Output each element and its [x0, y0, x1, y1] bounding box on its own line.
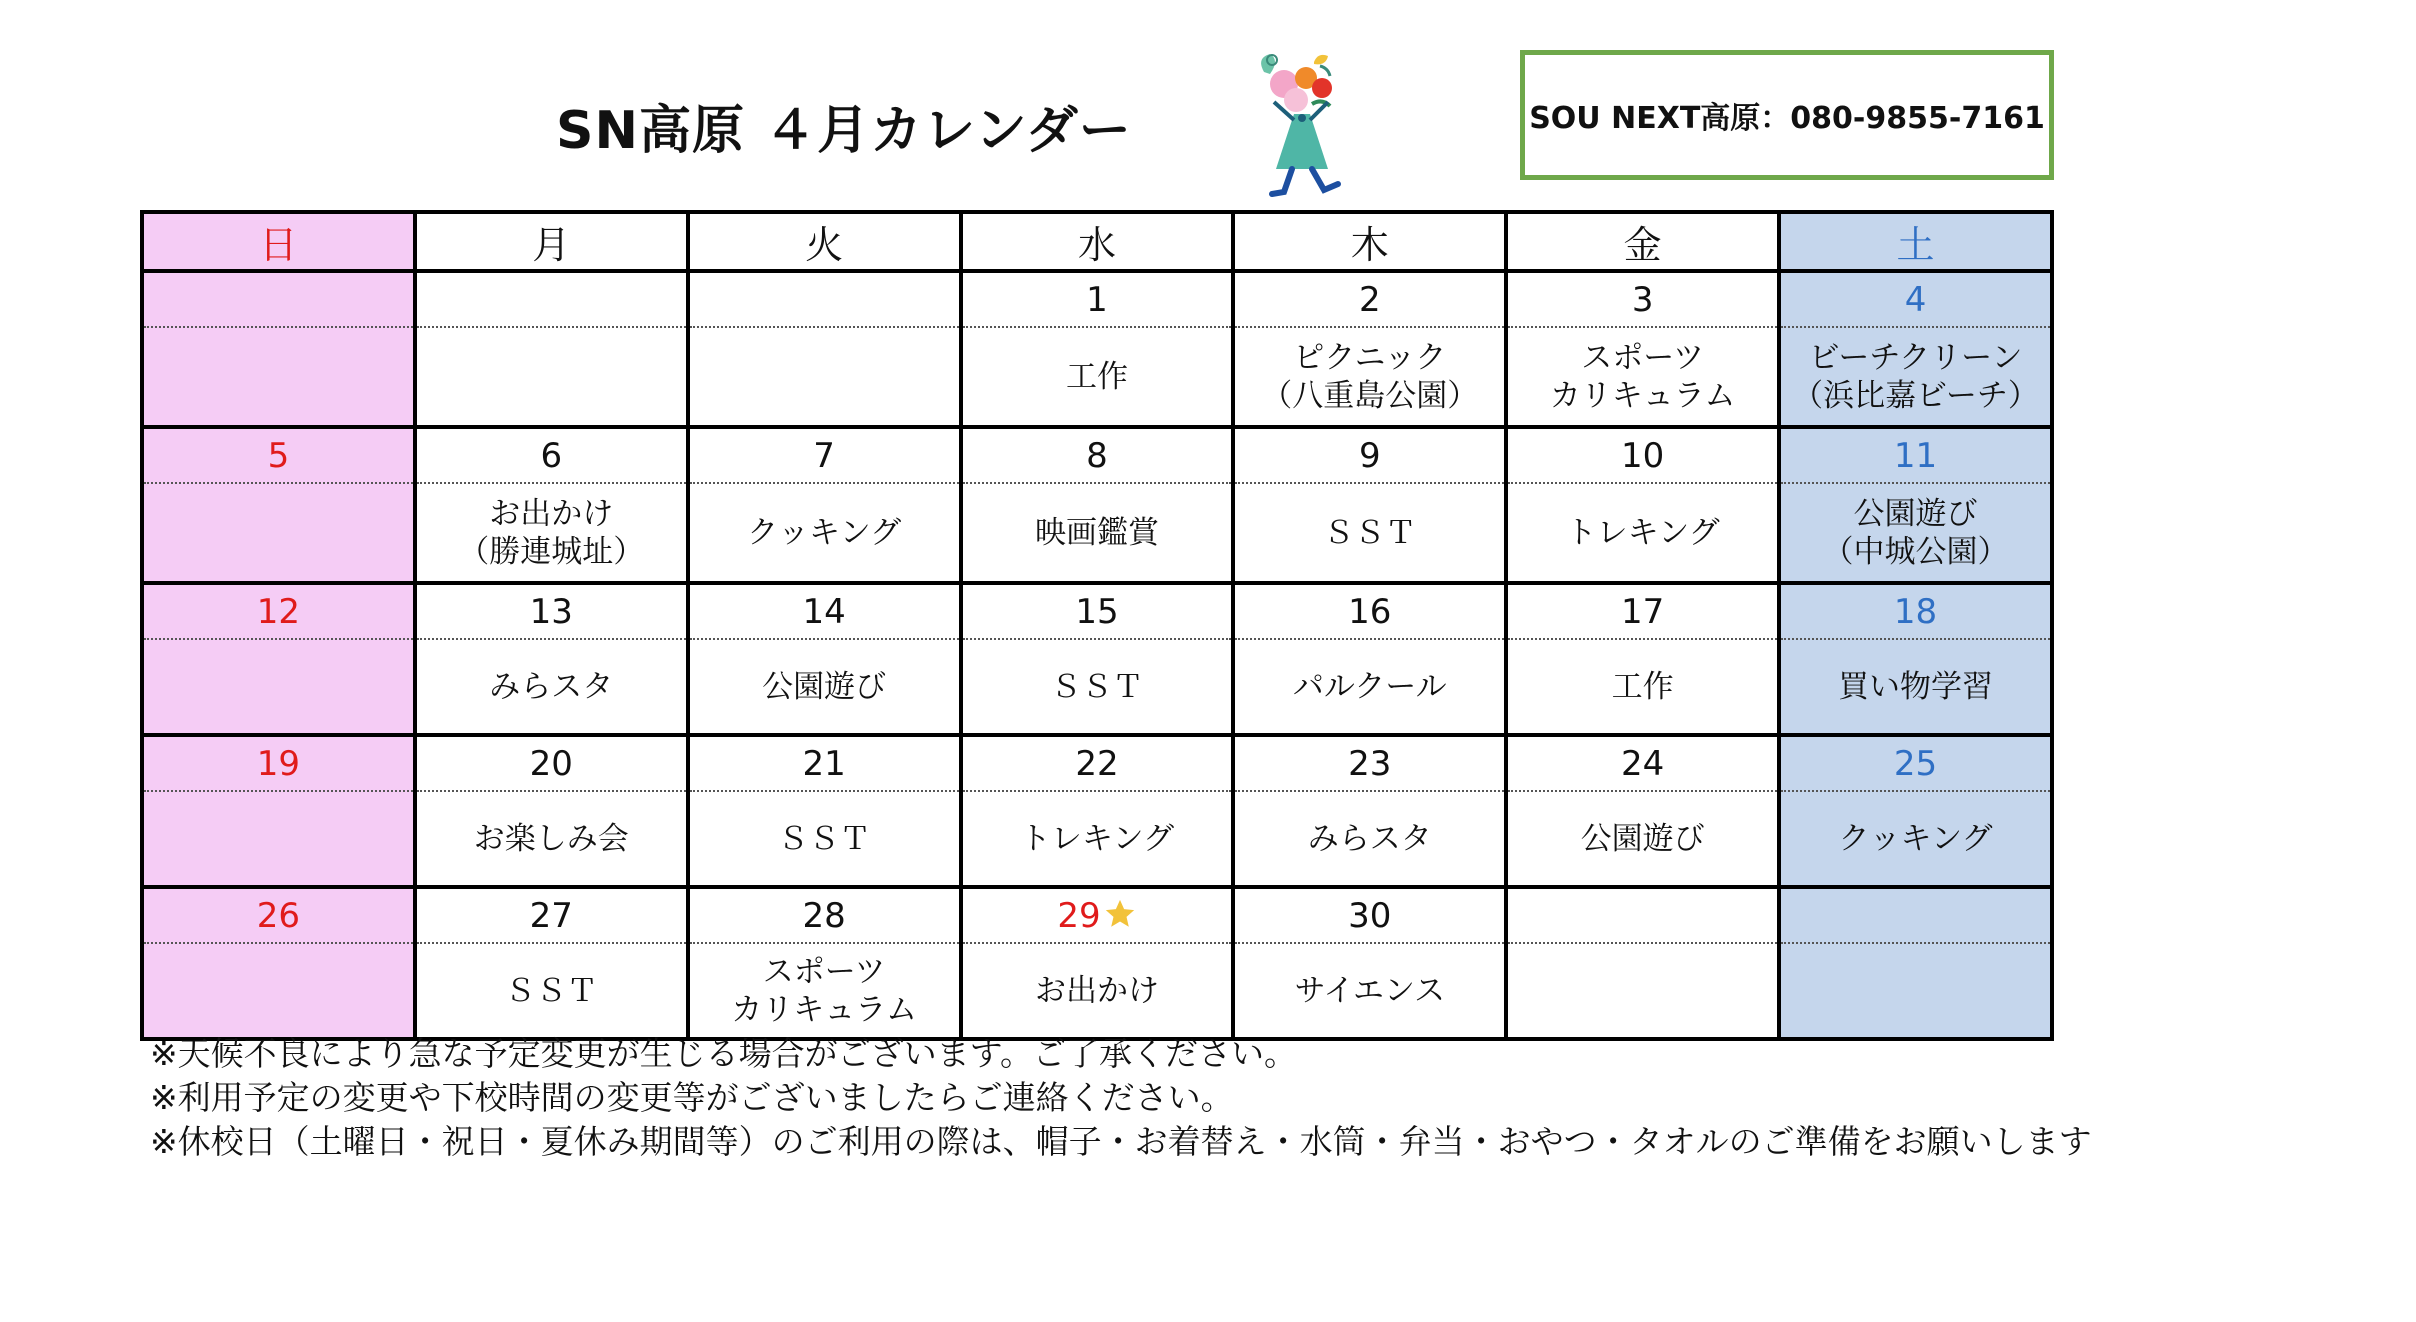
contact-box: [1520, 50, 2054, 180]
event-cell: [1506, 327, 1779, 427]
date-cell: [1779, 887, 2052, 943]
date-number: 21: [802, 743, 846, 784]
event-cell: [1506, 639, 1779, 735]
date-cell: [142, 427, 415, 483]
date-number: 3: [1631, 279, 1654, 320]
event-cell: [1233, 943, 1506, 1039]
date-cell: [1506, 887, 1779, 943]
event-label: 買い物学習: [1838, 668, 1994, 705]
date-number: 11: [1893, 435, 1938, 476]
week-event-row: [142, 791, 2052, 887]
event-cell: [1779, 943, 2052, 1039]
date-number: 28: [802, 895, 846, 936]
event-cell: [415, 639, 688, 735]
event-label: ＳＳＴ: [504, 972, 598, 1009]
week-date-row: [142, 887, 2052, 943]
date-number: 15: [1075, 591, 1119, 632]
week-event-row: [142, 639, 2052, 735]
date-cell: [142, 583, 415, 639]
star-icon: [1103, 897, 1137, 931]
date-cell: [1506, 271, 1779, 327]
date-number: 25: [1893, 743, 1938, 784]
event-label: お出かけ （勝連城址）: [458, 495, 645, 570]
date-number: 30: [1348, 895, 1392, 936]
calendar-table: [140, 210, 2054, 1041]
event-cell: [688, 639, 961, 735]
date-cell: [688, 887, 961, 943]
date-number: 14: [802, 591, 846, 632]
date-cell: [1233, 887, 1506, 943]
event-cell: [1506, 943, 1779, 1039]
date-number: 1: [1086, 279, 1108, 320]
date-cell: [142, 887, 415, 943]
date-number: 20: [529, 743, 573, 784]
date-cell: [415, 583, 688, 639]
event-label: クッキング: [1838, 820, 1993, 857]
date-cell: [1779, 427, 2052, 483]
weekday-wed: 水: [961, 212, 1234, 271]
event-cell: [1779, 483, 2052, 583]
week-event-row: [142, 943, 2052, 1039]
event-cell: [688, 791, 961, 887]
event-label: ピクニック （八重島公園）: [1261, 339, 1479, 414]
week-date-row: [142, 735, 2052, 791]
date-cell: [415, 271, 688, 327]
weekday-fri: 金: [1506, 212, 1779, 271]
event-label: みらスタ: [1307, 820, 1432, 857]
event-cell: [1779, 327, 2052, 427]
event-cell: [1779, 639, 2052, 735]
date-cell: [1779, 735, 2052, 791]
page-title: SN高原 ４月カレンダー: [556, 101, 1132, 161]
date-number: 10: [1621, 435, 1665, 476]
date-cell: [961, 271, 1234, 327]
event-label: お楽しみ会: [473, 820, 629, 857]
date-cell: [1779, 583, 2052, 639]
notes: [150, 1032, 2092, 1164]
event-label: ＳＳＴ: [1050, 668, 1144, 705]
event-label: 公園遊び: [1580, 820, 1705, 857]
date-number: 12: [256, 591, 301, 632]
event-cell: [1233, 639, 1506, 735]
date-number: 29: [1057, 895, 1101, 936]
event-label: みらスタ: [489, 668, 614, 705]
event-cell: [142, 483, 415, 583]
note-weather: ※天候不良により急な予定変更が生じる場合がございます。ご了承ください。: [150, 1034, 1298, 1073]
date-number: 19: [256, 743, 301, 784]
event-cell: [961, 943, 1234, 1039]
event-label: トレキング: [1019, 820, 1174, 857]
event-cell: [688, 943, 961, 1039]
date-number: 18: [1893, 591, 1938, 632]
event-label: パルクール: [1292, 668, 1447, 705]
week-event-row: [142, 327, 2052, 427]
event-label: トレキング: [1565, 514, 1720, 551]
date-cell: [1506, 427, 1779, 483]
date-cell: [1233, 271, 1506, 327]
note-schedule-change: ※利用予定の変更や下校時間の変更等がございましたらご連絡ください。: [150, 1078, 1234, 1117]
event-cell: [961, 483, 1234, 583]
date-number: 8: [1086, 435, 1108, 476]
date-cell: [961, 583, 1234, 639]
event-label: スポーツ カリキュラム: [1549, 339, 1736, 414]
date-number: 26: [256, 895, 301, 936]
weekday-thu: 木: [1233, 212, 1506, 271]
date-cell: [415, 735, 688, 791]
date-cell: [961, 427, 1234, 483]
event-cell: [688, 483, 961, 583]
event-cell: [415, 791, 688, 887]
date-cell: [415, 427, 688, 483]
date-cell: [688, 427, 961, 483]
date-number: 22: [1075, 743, 1119, 784]
weekday-mon: 月: [415, 212, 688, 271]
date-cell: [415, 887, 688, 943]
date-number: 7: [813, 435, 835, 476]
event-cell: [142, 943, 415, 1039]
date-cell: [1779, 271, 2052, 327]
event-label: 映画鑑賞: [1034, 514, 1159, 551]
date-cell: [688, 583, 961, 639]
date-cell: [1233, 427, 1506, 483]
event-cell: [1233, 327, 1506, 427]
date-number: 6: [540, 435, 563, 476]
event-cell: [142, 639, 415, 735]
event-cell: [1506, 791, 1779, 887]
date-cell: [142, 271, 415, 327]
event-cell: [1233, 791, 1506, 887]
weekday-header-row: [142, 212, 2052, 271]
date-cell: [1233, 583, 1506, 639]
event-cell: [415, 943, 688, 1039]
event-label: サイエンス: [1294, 972, 1446, 1009]
contact-phone: SOU NEXT高原：080-9855-7161: [1529, 101, 2045, 136]
date-cell: [1233, 735, 1506, 791]
event-cell: [1233, 483, 1506, 583]
event-label: クッキング: [747, 514, 902, 551]
event-cell: [688, 327, 961, 427]
event-cell: [961, 639, 1234, 735]
event-label: 工作: [1611, 668, 1674, 705]
date-number: 27: [529, 895, 573, 936]
event-label: 公園遊び: [762, 668, 887, 705]
date-number: 4: [1904, 279, 1927, 320]
event-label: ＳＳＴ: [1323, 514, 1417, 551]
date-number: 5: [267, 435, 290, 476]
date-cell: [961, 735, 1234, 791]
event-cell: [415, 483, 688, 583]
event-cell: [961, 327, 1234, 427]
event-cell: [142, 791, 415, 887]
mascot-illustration: [1244, 44, 1364, 204]
week-date-row: [142, 427, 2052, 483]
date-cell: [688, 735, 961, 791]
event-cell: [142, 327, 415, 427]
date-number: 16: [1348, 591, 1392, 632]
date-number: 23: [1348, 743, 1392, 784]
weekday-sat: 土: [1779, 212, 2052, 271]
event-label: ＳＳＴ: [777, 820, 871, 857]
date-cell: [1506, 735, 1779, 791]
event-label: スポーツ カリキュラム: [731, 953, 917, 1028]
date-cell: [961, 887, 1234, 943]
event-cell: [1779, 791, 2052, 887]
event-cell: [961, 791, 1234, 887]
date-number: 2: [1358, 279, 1381, 320]
date-number: 9: [1358, 435, 1381, 476]
date-number: 24: [1621, 743, 1665, 784]
event-label: お出かけ: [1034, 972, 1159, 1009]
date-number: 17: [1621, 591, 1665, 632]
event-cell: [415, 327, 688, 427]
event-label: 工作: [1065, 358, 1128, 395]
week-event-row: [142, 483, 2052, 583]
week-date-row: [142, 583, 2052, 639]
date-number: 13: [529, 591, 573, 632]
week-date-row: [142, 271, 2052, 327]
date-cell: [1506, 583, 1779, 639]
weekday-tue: 火: [688, 212, 961, 271]
event-label: ビーチクリーン （浜比嘉ビーチ）: [1792, 339, 2039, 414]
event-cell: [1506, 483, 1779, 583]
date-cell: [142, 735, 415, 791]
date-cell: [688, 271, 961, 327]
note-holiday-items: ※休校日（土曜日・祝日・夏休み期間等）のご利用の際は、帽子・お着替え・水筒・弁当・おやつ・タオルのご準備をお願いします: [150, 1122, 2092, 1161]
event-label: 公園遊び （中城公園）: [1822, 495, 2009, 570]
weekday-sun: 日: [142, 212, 415, 271]
